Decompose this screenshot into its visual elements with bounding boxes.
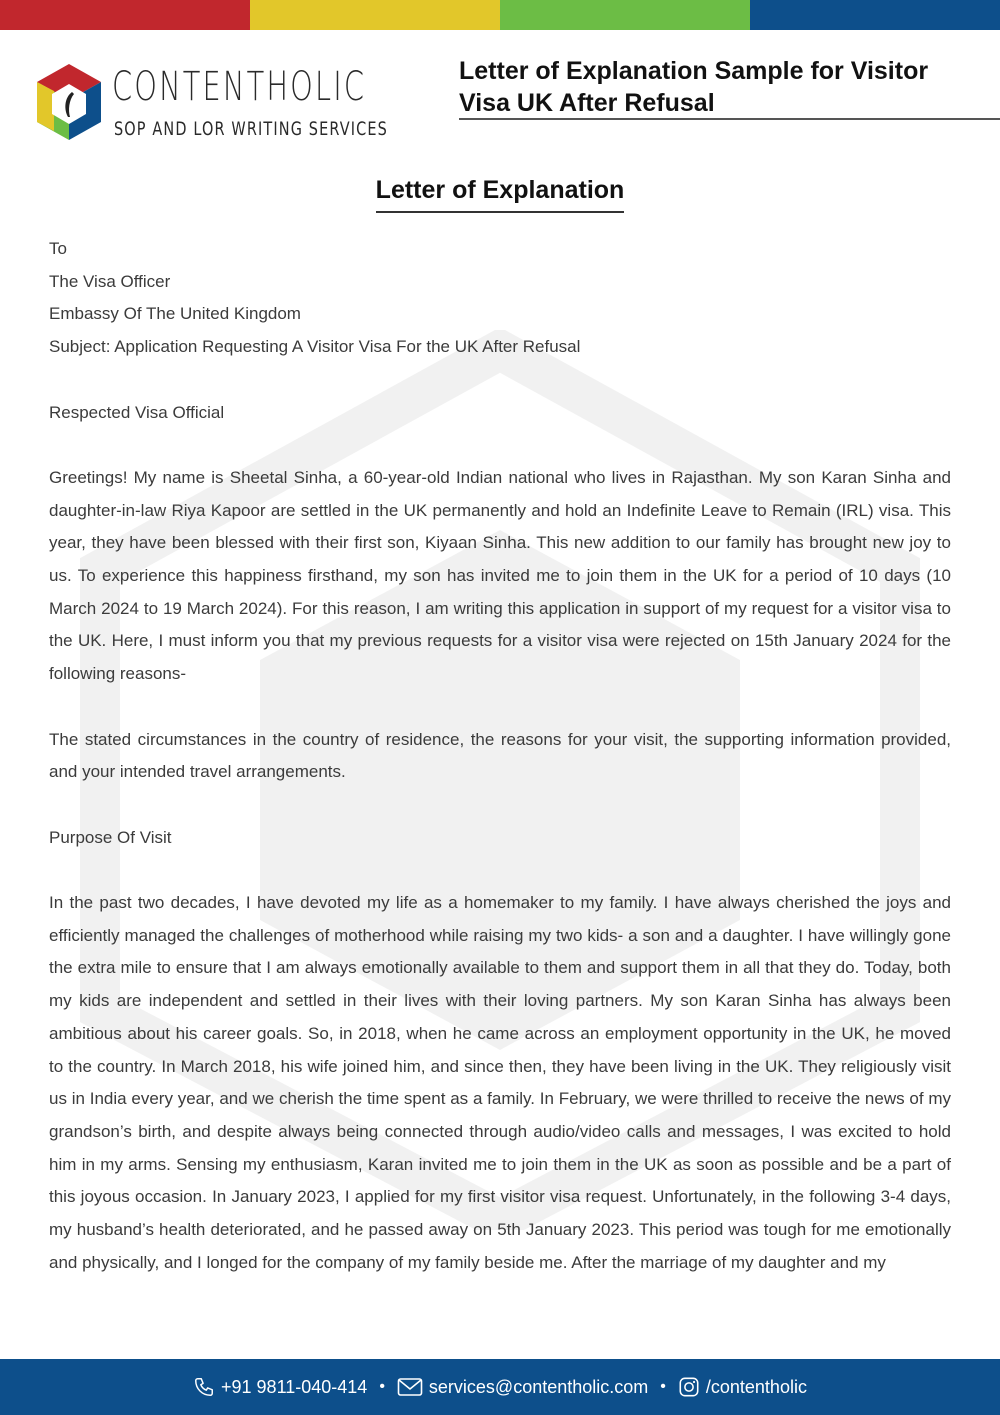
letter-paragraph-3: In the past two decades, I have devoted my life as a homemaker to my family. I have always cherished the joys and efficiently managed the challenges of motherhood while raising my two kids- a son and a daughter. I have willingly gone the extra mile to ensure that I am always emotionally available to them and support them in all that they do. Today, both my kids are independent and settled in their lives with their loving partners. My son Karan Sinha has always been ambitious about his career goals. So, in 2018, when he came across an employment opportunity in the UK, he moved to the country. In March 2018, his wife joined him, and since then, they have been living in the UK. They religiously visit us in India every year, and we cherish the time spent as a family. In February, we were thrilled to receive the news of my grandson’s birth, and despite always being connected through audio/video calls and messages, I was excited to hold him in my arms. Sensing my enthusiasm, Karan invited me to join them in the UK as soon as possible and be a part of this joyous occasion. In January 2023, I applied for my first visitor visa request. Unfortunately, in the following 3-4 days, my husband’s health deteriorated, and he passed away on 5th January 2023. This period was tough for me emotionally and physically, and I longed for the company of my family beside me. After the marriage of my daughter and my — [49, 892, 951, 1272]
top-bar-blue — [750, 0, 1000, 30]
document-heading-text: Letter of Explanation — [376, 176, 625, 213]
footer-email-text: services@contentholic.com — [428, 1376, 649, 1397]
logo-tagline: SOP AND LOR WRITING SERVICES — [114, 118, 388, 140]
letter-salutation: Respected Visa Official — [49, 402, 225, 422]
section-heading-purpose: Purpose Of Visit — [49, 827, 172, 847]
letter-paragraph-2: The stated circumstances in the country of residence, the reasons for your visit, the supporting information provided, and your intended travel arrangements. — [49, 729, 951, 782]
header-title-line-2: Visa UK After Refusal — [459, 89, 715, 117]
top-bar-yellow — [250, 0, 500, 30]
top-color-bar — [0, 0, 1000, 30]
footer-separator: • — [660, 1378, 666, 1395]
footer-phone[interactable] — [193, 1376, 367, 1398]
letter-subject: Subject: Application Requesting A Visitor Visa For the UK After Refusal — [49, 337, 581, 357]
letter-paragraph-1: Greetings! My name is Sheetal Sinha, a 60-year-old Indian national who lives in Rajasthan. My son Karan Sinha and daughter-in-law Riya Kapoor are settled in the UK permanently and hold an Indefinite Leave to Remain (IRL) visa. This year, they have been blessed with their first son, Kiyaan Sinha. This new addition to our family has brought new joy to us. To experience this happiness firsthand, my son has invited me to join them in the UK for a period of 10 days (10 March 2024 to 19 March 2024). For this reason, I am writing this application in support of my request for a visitor visa to the UK. Here, I must inform you that my previous requests for a visitor visa were rejected on 15th January 2024 for the following reasons- — [49, 467, 951, 684]
footer-phone-text: +91 9811-040-414 — [221, 1376, 368, 1397]
hexagon-cube-logo-icon — [34, 62, 104, 142]
top-bar-red — [0, 0, 250, 30]
mail-icon — [397, 1377, 423, 1397]
footer-separator: • — [379, 1378, 385, 1395]
header-title-line-1: Letter of Explanation Sample for Visitor — [459, 57, 929, 85]
header-title — [459, 55, 989, 119]
document-heading — [0, 176, 1000, 213]
footer-contact-bar — [0, 1359, 1000, 1415]
letter-embassy: Embassy Of The United Kingdom — [49, 304, 301, 324]
letter-body — [49, 233, 951, 1279]
letter-to: To — [49, 239, 67, 258]
top-bar-green — [500, 0, 750, 30]
instagram-icon — [678, 1376, 700, 1398]
footer-instagram-text: /contentholic — [705, 1376, 807, 1397]
letter-recipient: The Visa Officer — [49, 271, 171, 291]
header-divider — [459, 118, 1000, 120]
footer-email[interactable] — [397, 1377, 648, 1398]
footer-instagram[interactable] — [678, 1376, 807, 1398]
phone-icon — [193, 1376, 215, 1398]
contentholic-logo — [34, 62, 388, 144]
logo-wordmark: CONTENTHOLIC — [112, 64, 367, 110]
